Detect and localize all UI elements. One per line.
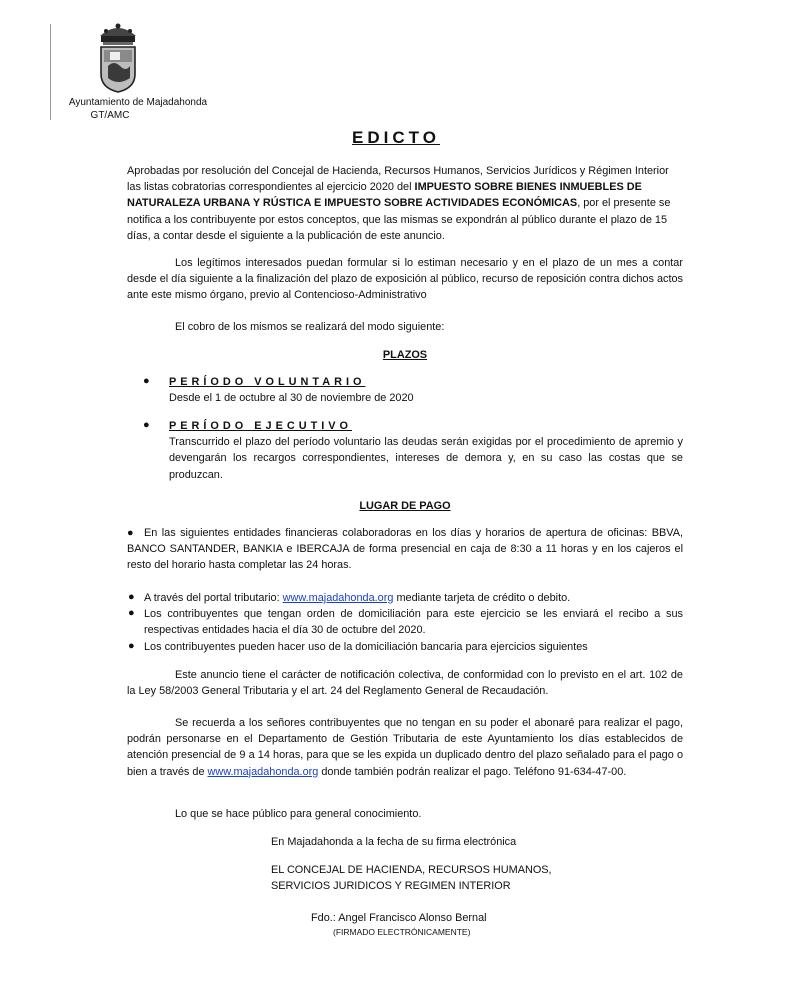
bullet-icon: ● [128,591,135,603]
list-item-portal: A través del portal tributario: www.majadahonda.org mediante tarjeta de crédito o debito. [144,592,571,604]
bullet-icon: ● [143,419,150,431]
executive-period: PERÍODO EJECUTIVO Transcurrido el plazo del período voluntario las deudas serán exigidas por el procedimiento de apremio y devengarán los recargos correspondientes, intereses de demora y, en su caso las costas que se produzcan. [169,420,683,481]
header-divider [50,24,51,120]
portal-link[interactable]: www.majadahonda.org [282,592,394,604]
lugar-pago-heading: LUGAR DE PAGO [359,500,451,512]
list-item-future: Los contribuyentes pueden hacer uso de la domiciliación bancaria para ejercicios siguientes [144,641,588,653]
intro-paragraph: Aprobadas por resolución del Concejal de Hacienda, Recursos Humanos, Servicios Jurídicos y Régimen Interior las listas cobratorias correspondientes al ejercicio 2020 del IMPUESTO SOBRE BIENES INMUEBLES DE NATURALEZA URBANA Y RÚSTICA E IMPUESTO SOBRE ACTIVIDADES ECONÓMICAS, por el presente se notifica a los contribuyente por estos conceptos, que las mismas se expondrán al público durante el plazo de 15 días, a contar desde el siguiente a la publicación de este anuncio. [127,165,671,242]
reference-code: GT/AMC [90,110,130,121]
page-title: EDICTO [352,128,440,147]
signer-name: Fdo.: Angel Francisco Alonso Bernal [311,912,487,924]
closing-paragraph: Lo que se hace público para general conocimiento. [175,808,422,820]
municipality-name: Ayuntamiento de Majadahonda [68,97,208,108]
list-item-entidades: ● En las siguientes entidades financieras colaboradoras en los días y horarios de apertura de oficinas: BBVA, BANCO SANTANDER, BANKIA e IBERCAJA de forma presencial en caja de 8:30 a 11 horas y en los cajeros el resto del horario hasta completar las 24 horas. [127,527,683,572]
duplicate-paragraph: Se recuerda a los señores contribuyentes que no tengan en su poder el abonaré para realizar el pago, podrán personarse en el Departamento de Gestión Tributaria de este Ayuntamiento los días establecidos de atención presencial de 9 a 14 horas, para que se les expida un duplicado dentro del plazo señalado para el pago o bien a través de www.majadahonda.org donde también podrán realizar el pago. Teléfono 91-634-47-00. [127,717,683,778]
signer-role-line-2: SERVICIOS JURIDICOS Y REGIMEN INTERIOR [271,880,511,892]
bullet-icon: ● [128,640,135,652]
coat-of-arms-icon [96,22,140,94]
electronic-signature-note: (FIRMADO ELECTRÓNICAMENTE) [333,927,471,937]
appeal-paragraph: Los legítimos interesados puedan formular si lo estiman necesario y en el plazo de un mes a contar desde el día siguiente a la finalización del plazo de exposición al público, recurso de reposición contra dichos actos ante este mismo órgano, previo al Contencioso-Administrativo [127,257,683,302]
collection-paragraph: El cobro de los mismos se realizará del modo siguiente: [175,321,445,333]
place-date: En Majadahonda a la fecha de su firma electrónica [271,836,517,848]
website-link[interactable]: www.majadahonda.org [207,765,319,778]
bullet-icon: ● [127,527,134,539]
signer-role-line-1: EL CONCEJAL DE HACIENDA, RECURSOS HUMANOS, [271,864,552,876]
notification-paragraph: Este anuncio tiene el carácter de notificación colectiva, de conformidad con lo previsto en el art. 102 de la Ley 58/2003 General Tributaria y el art. 24 del Reglamento General de Recaudación. [127,669,683,698]
list-item-domiciliacion: Los contribuyentes que tengan orden de domiciliación para este ejercicio se les enviará el recibo a sus respectivas entidades hacia el día 30 de octubre del 2020. [144,608,683,637]
bullet-icon: ● [128,607,135,619]
plazos-heading: PLAZOS [382,349,428,361]
bullet-icon: ● [143,375,150,387]
voluntary-period: PERÍODO VOLUNTARIO Desde el 1 de octubre al 30 de noviembre de 2020 [169,376,414,405]
